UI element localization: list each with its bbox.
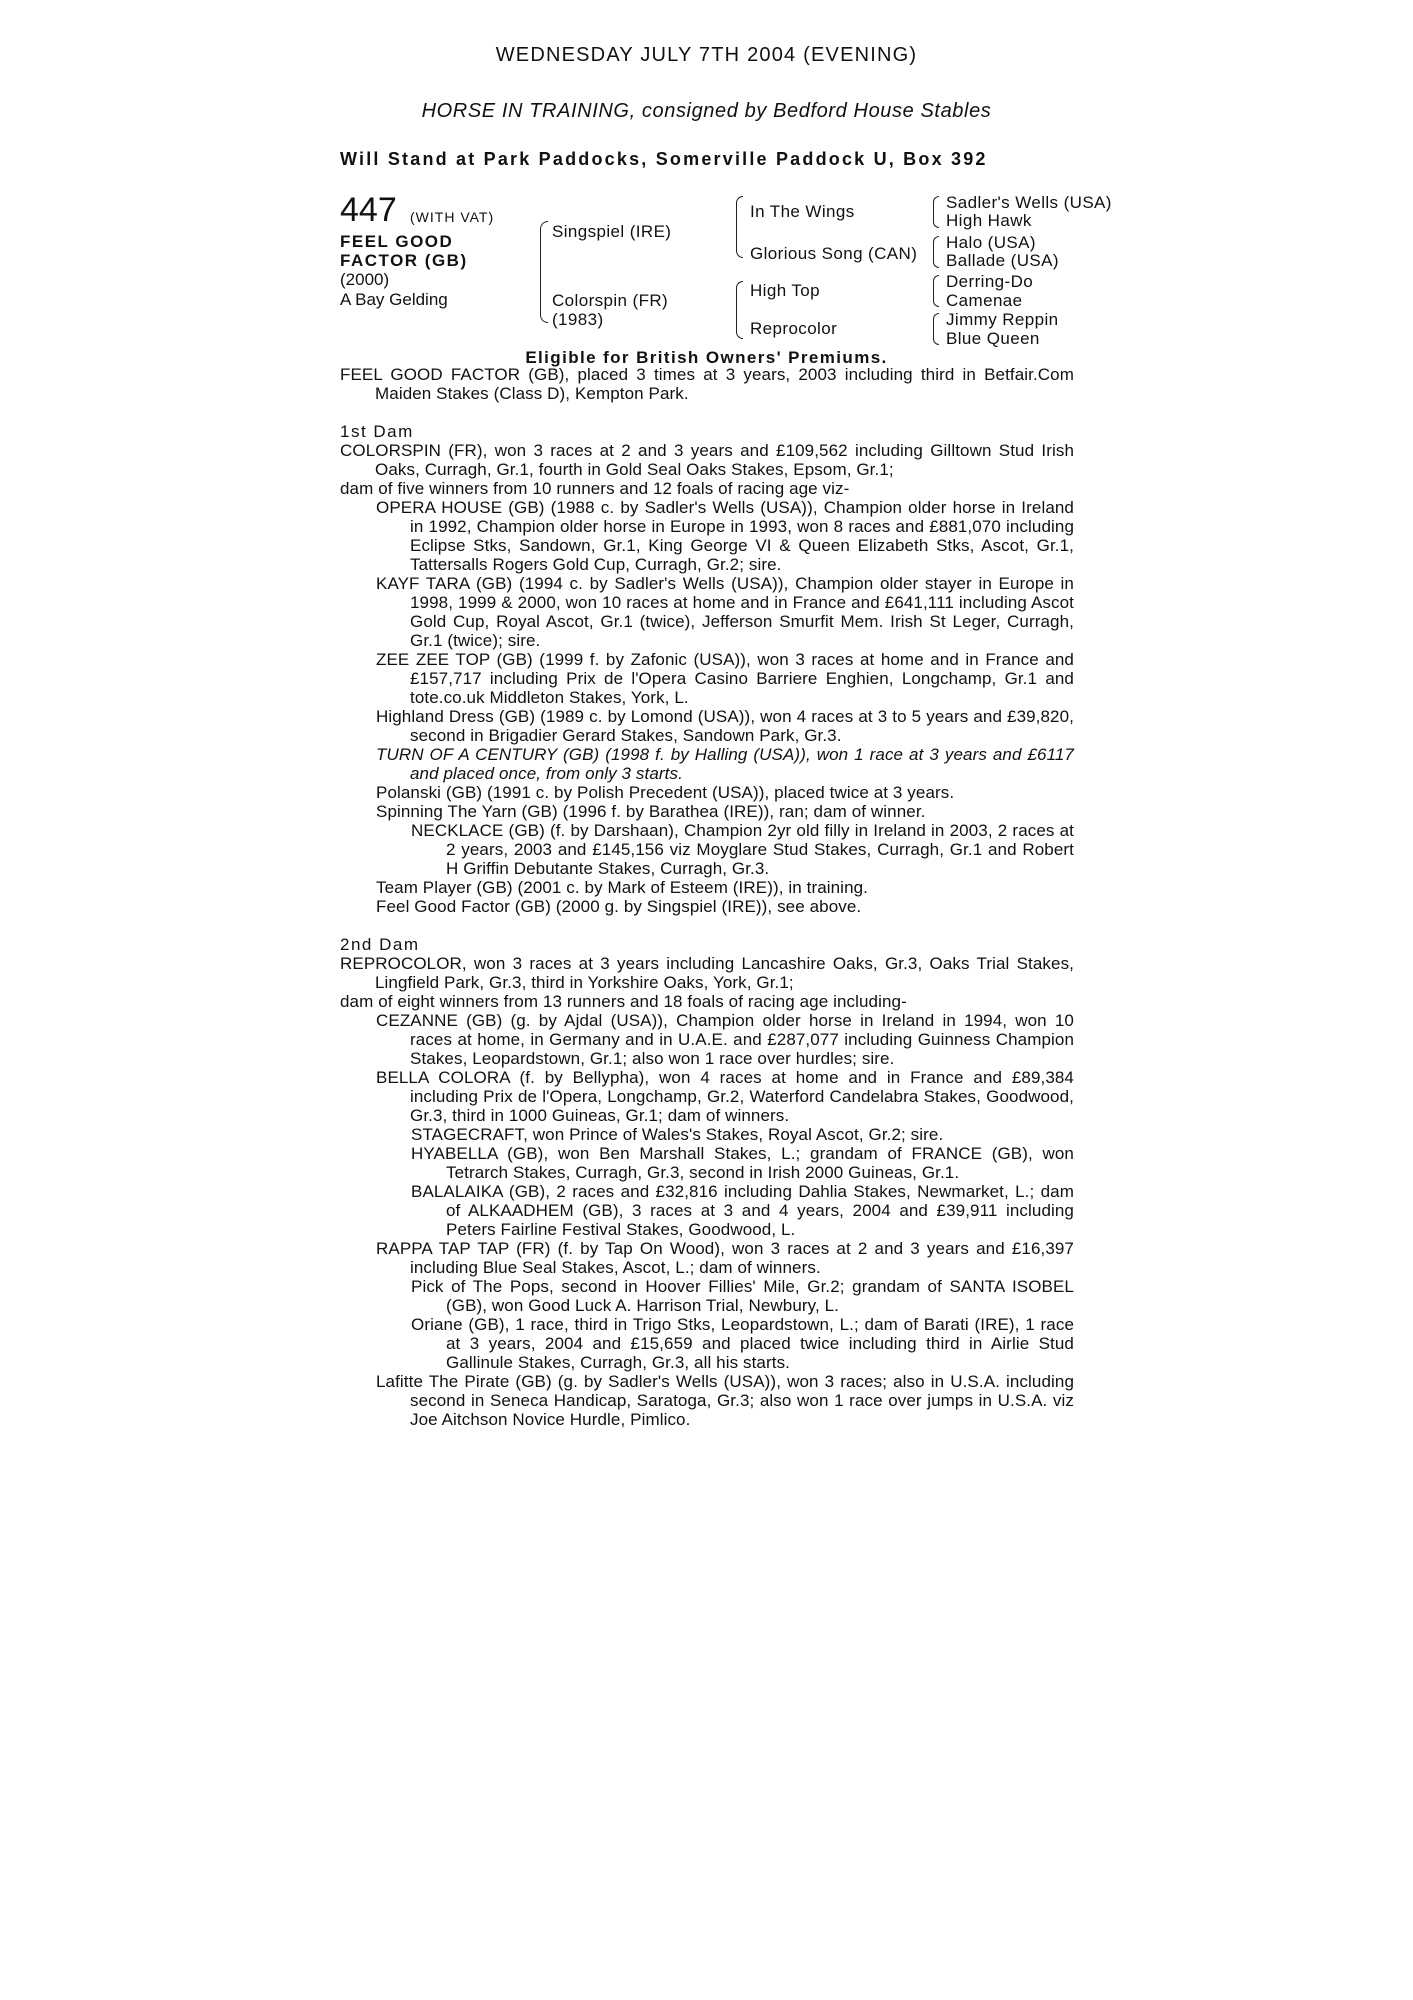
lot-number: 447: [340, 191, 397, 229]
produce-entry: BELLA COLORA (f. by Bellypha), won 4 races at home and in France and £89,384 including Prix de l'Opera, Longchamp, Gr.2, Waterford Candelabra Stakes, Goodwood, Gr.3, third in 1000 Guineas, Gr.1; dam of winners.: [376, 1068, 1074, 1125]
produce-entry: Spinning The Yarn (GB) (1996 f. by Barathea (IRE)), ran; dam of winner.: [376, 802, 926, 821]
horse-description: A Bay Gelding: [340, 290, 448, 309]
produce-entry: HYABELLA (GB), won Ben Marshall Stakes, L.; grandam of FRANCE (GB), won Tetrarch Stakes, Curragh, Gr.3, second in Irish 2000 Guineas, Gr.1.: [411, 1144, 1074, 1182]
pedigree-sire: Singspiel (IRE): [552, 222, 672, 241]
pedigree-brace: [736, 281, 743, 339]
produce-entry: Polanski (GB) (1991 c. by Polish Precedent (USA)), placed twice at 3 years.: [376, 783, 955, 802]
pedigree-ggp: Camenae: [946, 291, 1023, 310]
produce-entry: STAGECRAFT, won Prince of Wales's Stakes, Royal Ascot, Gr.2; sire.: [411, 1125, 944, 1144]
produce-entry: TURN OF A CENTURY (GB) (1998 f. by Halling (USA)), won 1 race at 3 years and £6117 and placed once, from only 3 starts.: [376, 745, 1074, 783]
pedigree-ggp: Halo (USA): [946, 233, 1036, 252]
produce-entry: Oriane (GB), 1 race, third in Trigo Stks, Leopardstown, L.; dam of Barati (IRE), 1 race at 3 years, 2004 and £15,659 and placed twice including third in Airlie Stud Gallinule Stakes, Curragh, Gr.3, all his starts.: [411, 1315, 1074, 1372]
second-dam-produce-summary: dam of eight winners from 13 runners and 18 foals of racing age including-: [340, 992, 907, 1011]
pedigree-ggp: Sadler's Wells (USA): [946, 193, 1112, 212]
produce-entry: KAYF TARA (GB) (1994 c. by Sadler's Wells (USA)), Champion older stayer in Europe in 1998, 1999 & 2000, won 10 races at home and in France and £641,111 including Ascot Gold Cup, Royal Ascot, Gr.1 (twice), Jefferson Smurfit Mem. Irish St Leger, Curragh, Gr.1 (twice); sire.: [376, 574, 1074, 650]
first-dam-produce-summary: dam of five winners from 10 runners and 12 foals of racing age viz-: [340, 479, 850, 498]
catalogue-text: [340, 365, 1074, 1429]
pedigree-ggp: Jimmy Reppin: [946, 310, 1059, 329]
second-dam-heading: 2nd Dam: [340, 935, 420, 954]
pedigree-ggp: High Hawk: [946, 211, 1032, 230]
pedigree-ggp: Ballade (USA): [946, 251, 1059, 270]
pedigree-dam-dam: Reprocolor: [750, 319, 838, 338]
produce-entry: Lafitte The Pirate (GB) (g. by Sadler's Wells (USA)), won 3 races; also in U.S.A. including second in Seneca Handicap, Saratoga, Gr.3; also won 1 race over jumps in U.S.A. viz Joe Aitchson Novice Hurdle, Pimlico.: [376, 1372, 1074, 1429]
produce-entry: Highland Dress (GB) (1989 c. by Lomond (USA)), won 4 races at 3 to 5 years and £39,820, second in Brigadier Gerard Stakes, Sandown Park, Gr.3.: [376, 707, 1074, 745]
second-dam-lead: REPROCOLOR, won 3 races at 3 years including Lancashire Oaks, Gr.3, Oaks Trial Stakes, Lingfield Park, Gr.3, third in Yorkshire Oaks, York, Gr.1;: [340, 954, 1074, 992]
vat-note: (WITH VAT): [410, 209, 495, 225]
produce-entry: Feel Good Factor (GB) (2000 g. by Singspiel (IRE)), see above.: [376, 897, 862, 916]
first-dam-lead: COLORSPIN (FR), won 3 races at 2 and 3 years and £109,562 including Gilltown Stud Irish Oaks, Curragh, Gr.1, fourth in Gold Seal Oaks Stakes, Epsom, Gr.1;: [340, 441, 1074, 479]
produce-entry: CEZANNE (GB) (g. by Ajdal (USA)), Champion older horse in Ireland in 1994, won 10 races at home, in Germany and in U.A.E. and £287,077 including Guinness Champion Stakes, Leopardstown, Gr.1; also won 1 race over hurdles; sire.: [376, 1011, 1074, 1068]
stand-location: Will Stand at Park Paddocks, Somerville Paddock U, Box 392: [340, 149, 988, 169]
pedigree-brace: [933, 196, 939, 228]
horse-name: FEEL GOOD FACTOR (GB): [340, 232, 468, 270]
first-dam-heading: 1st Dam: [340, 422, 414, 441]
pedigree-dam-year: (1983): [552, 310, 604, 329]
sale-date-heading: WEDNESDAY JULY 7TH 2004 (EVENING): [495, 44, 918, 66]
pedigree-dam-sire: High Top: [750, 281, 820, 300]
produce-entry: BALALAIKA (GB), 2 races and £32,816 including Dahlia Stakes, Newmarket, L.; dam of ALKAADHEM (GB), 3 races at 3 and 4 years, 2004 and £39,911 including Peters Fairline Festival Stakes, Goodwood, L.: [411, 1182, 1074, 1239]
horse-year: (2000): [340, 270, 390, 289]
pedigree-brace: [540, 221, 548, 323]
pedigree-brace: [933, 313, 939, 345]
pedigree-sire-sire: In The Wings: [750, 202, 855, 221]
produce-entry: OPERA HOUSE (GB) (1988 c. by Sadler's Wells (USA)), Champion older horse in Ireland in 1992, Champion older horse in Europe in 1993, won 8 races and £881,070 including Eclipse Stks, Sandown, Gr.1, King George VI & Queen Elizabeth Stks, Ascot, Gr.1, Tattersalls Rogers Gold Cup, Curragh, Gr.2; sire.: [376, 498, 1074, 574]
produce-entry: NECKLACE (GB) (f. by Darshaan), Champion 2yr old filly in Ireland in 2003, 2 races at 2 years, 2003 and £145,156 viz Moyglare Stud Stakes, Curragh, Gr.1 and Robert H Griffin Debutante Stakes, Curragh, Gr.3.: [411, 821, 1074, 878]
pedigree-dam: Colorspin (FR): [552, 291, 669, 310]
pedigree-ggp: Derring-Do: [946, 272, 1034, 291]
produce-entry: Team Player (GB) (2001 c. by Mark of Esteem (IRE)), in training.: [376, 878, 868, 897]
produce-entry: RAPPA TAP TAP (FR) (f. by Tap On Wood), won 3 races at 2 and 3 years and £16,397 including Blue Seal Stakes, Ascot, L.; dam of winners.: [376, 1239, 1074, 1277]
pedigree-brace: [933, 275, 939, 307]
pedigree-ggp: Blue Queen: [946, 329, 1040, 348]
pedigree-brace: [933, 236, 939, 268]
produce-entry: ZEE ZEE TOP (GB) (1999 f. by Zafonic (USA)), won 3 races at home and in France and £157,717 including Prix de l'Opera Casino Barriere Enghien, Longchamp, Gr.1 and tote.co.uk Middleton Stakes, York, L.: [376, 650, 1074, 707]
pedigree-sire-dam: Glorious Song (CAN): [750, 244, 918, 263]
intro-paragraph: FEEL GOOD FACTOR (GB), placed 3 times at 3 years, 2003 including third in Betfair.Com Maiden Stakes (Class D), Kempton Park.: [340, 365, 1074, 403]
pedigree-brace: [736, 196, 743, 258]
consignor-line: HORSE IN TRAINING, consigned by Bedford House Stables: [421, 100, 992, 122]
produce-entry: Pick of The Pops, second in Hoover Fillies' Mile, Gr.2; grandam of SANTA ISOBEL (GB), won Good Luck A. Harrison Trial, Newbury, L.: [411, 1277, 1074, 1315]
eligibility-note: Eligible for British Owners' Premiums.: [525, 348, 888, 367]
